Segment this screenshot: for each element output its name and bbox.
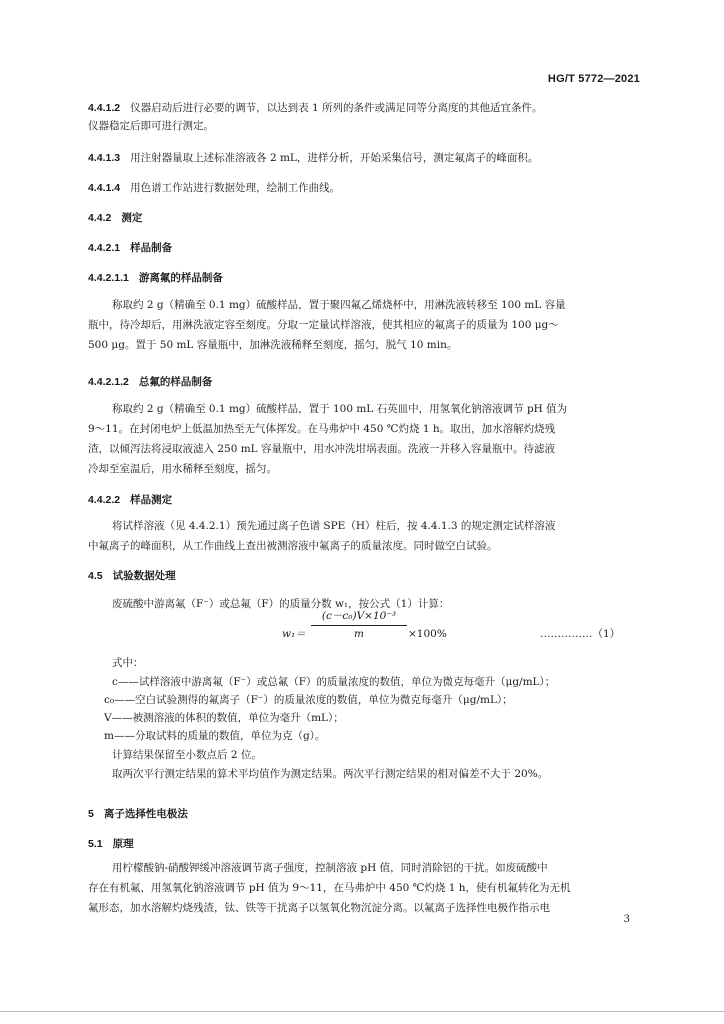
formula-tail: ×100% [408,628,447,640]
heading-5 [88,806,642,823]
heading-4-5 [88,568,642,585]
clause-number: 4.4.2.1.2 [88,376,129,388]
equation-number: ……………（1） [540,628,621,640]
paragraph-line: 将试样溶液（见 4.4.2.1）预先通过离子色谱 SPE（H）柱后，按 4.4.1.3 的规定测定试样溶液 [112,520,556,532]
formula-lhs: w₁＝ [282,628,306,640]
variable-definition: c——试样溶液中游离氟（F⁻）或总氟（F）的质量浓度的数值，单位为微克每毫升（μg/mL）； [112,676,556,688]
paragraph-line: 瓶中，待冷却后，用淋洗液定容至刻度。分取一定量试样溶液，使其相应的氟离子的质量为 100 μg～ [88,319,559,331]
page-number: 3 [623,914,630,925]
clause-number: 4.4.2.1.1 [88,272,129,284]
clause-number: 4.4.2 [88,212,112,224]
heading-text: 测定 [121,212,143,224]
heading-text: 样品制备 [130,242,173,254]
paragraph-line: 用柠檬酸钠-硝酸钾缓冲溶液调节离子强度，控制溶液 pH 值，同时消除铝的干扰。如废硫酸中 [112,862,548,874]
clause-4-4-1-2 [88,100,642,117]
paragraph-line: 冷却至室温后，用水稀释至刻度，摇匀。 [88,463,277,475]
formula-denominator: m [354,628,364,640]
clause-number: 5.1 [88,838,103,850]
clause-number: 4.4.1.3 [88,152,121,164]
heading-4-4-2-2 [88,492,642,509]
clause-text: 仪器启动后进行必要的调节，以达到表 1 所列的条件或满足同等分离度的其他适宜条件。 [130,102,543,114]
heading-4-4-2-1-2 [88,374,642,391]
clause-number: 4.5 [88,570,103,582]
clause-4-4-1-3 [88,150,642,167]
variable-definition: c₀——空白试验测得的氟离子（F⁻）的质量浓度的数值，单位为微克每毫升（μg/mL）； [104,694,513,706]
heading-text: 游离氟的样品制备 [138,272,223,284]
paragraph-line: 取两次平行测定结果的算术平均值作为测定结果。两次平行测定结果的相对偏差不大于 20%。 [112,768,549,780]
paragraph-line: 渣，以倾泻法将浸取液滤入 250 mL 容量瓶中，用水冲洗坩埚表面。洗液一并移入容量瓶中。待滤液 [88,443,555,455]
clause-text: 用注射器量取上述标准溶液各 2 mL，进样分析，开始采集信号，测定氟离子的峰面积。 [130,152,539,164]
heading-4-4-2-1-1 [88,270,642,287]
page-bottom-rule [0,1011,724,1012]
clause-text-cont: 仪器稳定后即可进行测定。 [88,120,214,132]
heading-text: 试验数据处理 [112,570,176,582]
heading-5-1 [88,836,642,853]
formula-numerator: (c－c₀)V×10⁻³ [311,608,407,626]
heading-text: 原理 [112,838,134,850]
variable-definition: V——被测溶液的体积的数值，单位为毫升（mL）； [104,712,344,724]
heading-4-4-2-1 [88,240,642,257]
clause-text: 用色谱工作站进行数据处理，绘制工作曲线。 [130,182,341,194]
paragraph-line: 中氟离子的峰面积，从工作曲线上查出被测溶液中氟离子的质量浓度。同时做空白试验。 [88,540,498,552]
paragraph-line: 500 μg。置于 50 mL 容量瓶中，加淋洗液稀释至刻度，摇匀，脱气 10 min。 [88,339,458,351]
formula-fraction [311,608,407,640]
paragraph-line: 9～11。在封闭电炉上低温加热至无气体挥发。在马弗炉中 450 ℃灼烧 1 h。取出，加水溶解灼烧残 [88,423,556,435]
formula-intro: 废硫酸中游离氟（F⁻）或总氟（F）的质量分数 w₁，按公式（1）计算： [112,598,450,610]
heading-4-4-2 [88,210,642,227]
heading-text: 总氟的样品制备 [138,376,213,388]
variable-definition: m——分取试料的质量的数值，单位为克（g）。 [104,730,326,742]
heading-text: 样品测定 [130,494,173,506]
paragraph-line: 称取约 2 g（精确至 0.1 mg）硫酸样品，置于聚四氟乙烯烧杯中，用淋洗液转移至 100 mL 容量 [112,299,566,311]
where-label: 式中： [112,657,144,669]
clause-number: 4.4.1.2 [88,102,121,114]
standard-number: HG/T 5772—2021 [547,73,640,85]
clause-4-4-1-4 [88,180,642,197]
clause-number: 4.4.1.4 [88,182,121,194]
clause-number: 5 [88,808,94,820]
paragraph-line: 氟形态，加水溶解灼烧残渣，钛、铁等干扰离子以氢氧化物沉淀分离。以氟离子选择性电极作指示电 [88,902,550,914]
clause-number: 4.4.2.2 [88,494,121,506]
paragraph-line: 存在有机氟，用氢氧化钠溶液调节 pH 值为 9～11，在马弗炉中 450 ℃灼烧 1 h，使有机氟转化为无机 [88,882,571,894]
paragraph-line: 计算结果保留至小数点后 2 位。 [112,749,262,761]
paragraph-line: 称取约 2 g（精确至 0.1 mg）硫酸样品，置于 100 mL 石英皿中，用氢氧化钠溶液调节 pH 值为 [112,403,568,415]
clause-number: 4.4.2.1 [88,242,121,254]
heading-text: 离子选择性电极法 [103,808,188,820]
